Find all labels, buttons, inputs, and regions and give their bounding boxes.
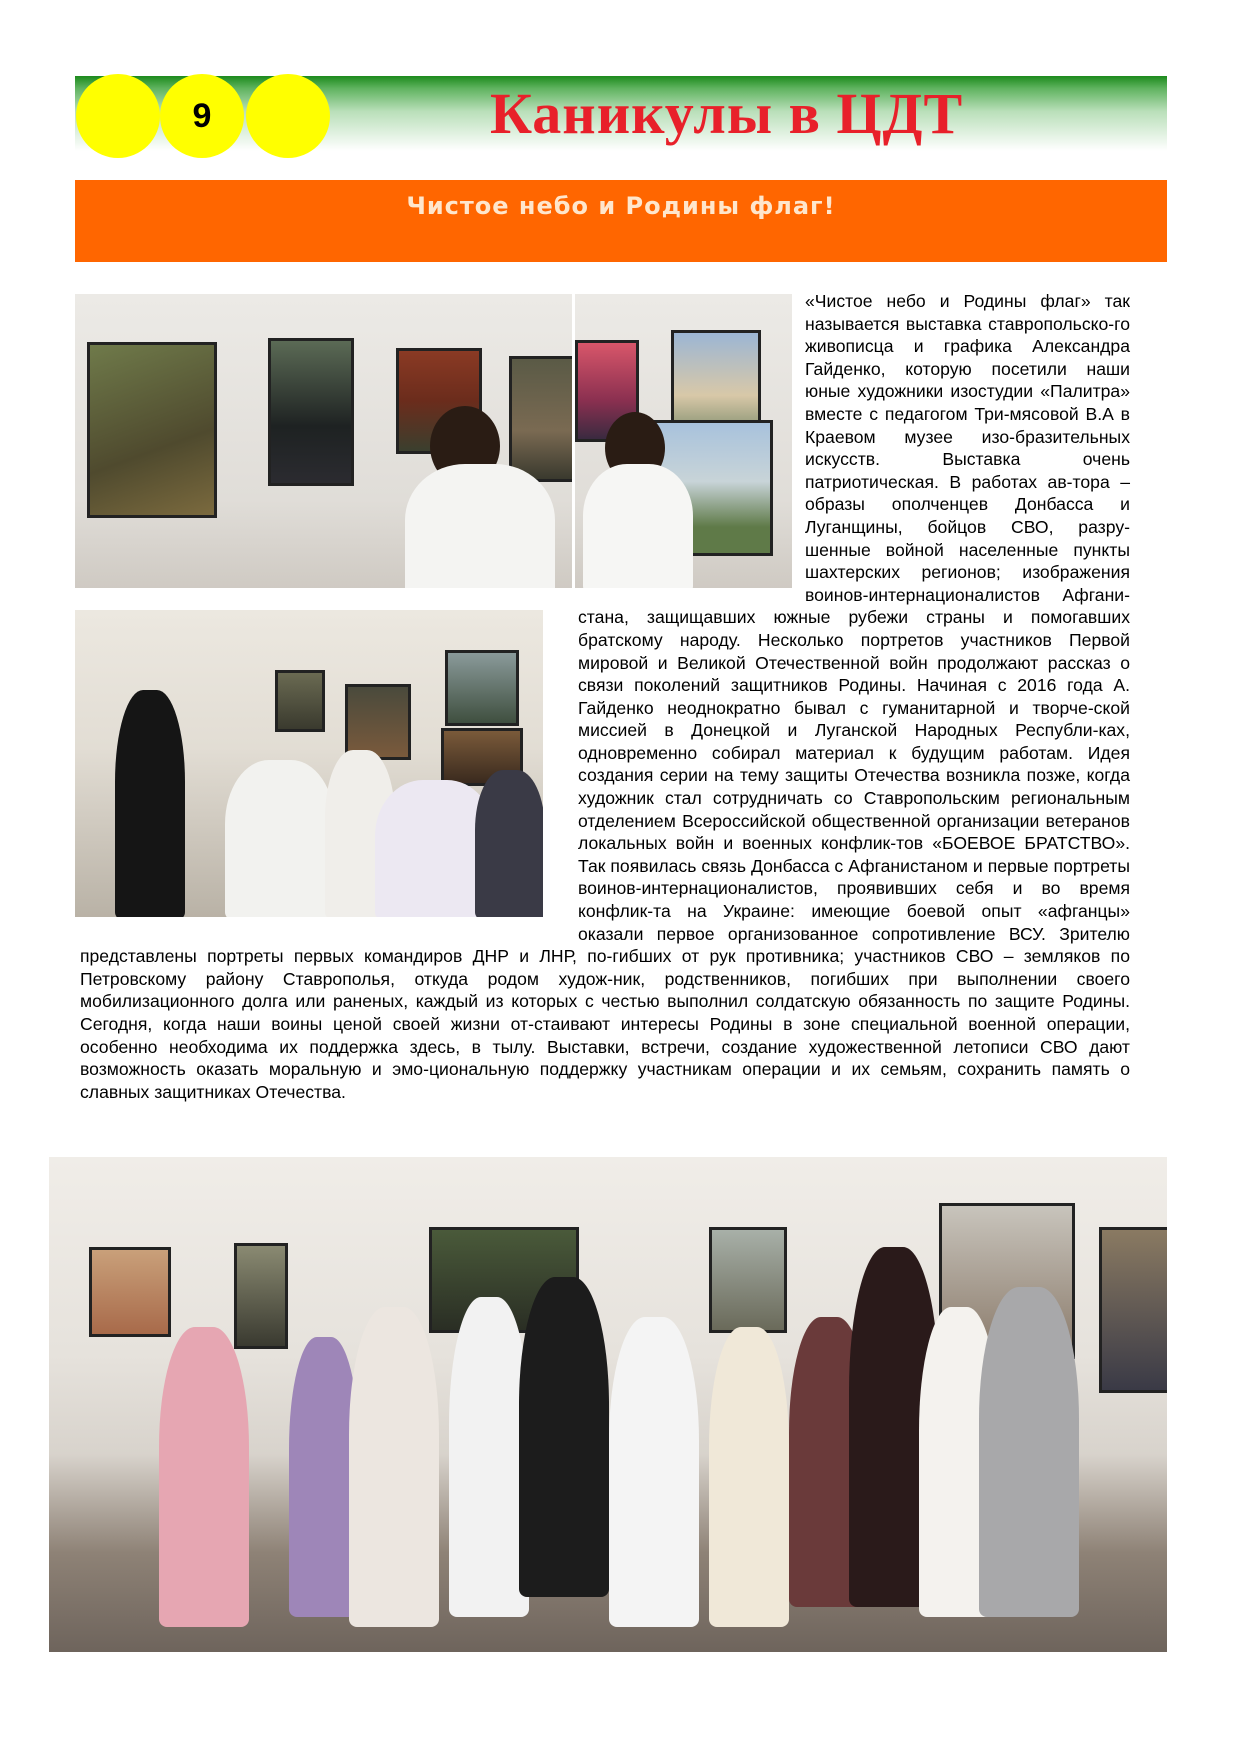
child-figure — [349, 1307, 439, 1627]
yellow-circle-right — [246, 74, 330, 158]
child-figure — [979, 1287, 1079, 1617]
adult-figure — [519, 1277, 609, 1597]
painting — [709, 1227, 787, 1333]
section-title: Чистое небо и Родины флаг! — [406, 192, 836, 220]
article-text: «Чистое небо и Родины флаг» так называется выставка ставропольско-го живописца и графика Александра Гайденко, которую посетили наши юные художники изостудии «Палитра» вместе с педагогом Три-мясовой В.А в Краевом музее изо-бразительных искусств. Выставка очень патриотическая. В работах ав-тора – образы ополченцев Донбасса и Луганщины, бойцов СВО, разру-шенные войной населенные пункты шахтерских регионов; изображения воинов-интернационалистов Афгани-стана, защищавших южные рубежи страны и помогавших братскому народу. Несколько портретов участников Первой мировой и Великой Отечественной войн продолжают рассказ о связи поколений защитников Родины. Начиная с 2016 года А. Гайденко неоднократно бывал с гуманитарной и творче-ской миссией в Донецкой и Луганской Народных Республи-ках, одновременно собирал материал к будущим работам. Идея создания серии на тему защиты Отечества возникла позже, когда художник стал сотрудничать со Ставропольским региональным отделением Всероссийской общественной организации ветеранов локальных войн и военных конфлик-тов «БОЕВОЕ БРАТСТВО». Так появилась связь Донбасса с Афганистаном и первые портреты воинов-интернационалистов, проявивших себя и во время конфлик-та на Украине: имеющие боевой опыт «афганцы» оказали первое организованное сопротивление ВСУ. Зрителю представлены портреты первых командиров ДНР и ЛНР, по-гибших от рук противника; участников СВО – земляков по Петровскому району Ставрополья, откуда родом худож-ник, родственников, погибших при выполнении своего мобилизационного долга или раненых, каждый из которых с честью выполнил солдатскую обязанность по защите Родины. Сегодня, когда наши воины ценой своей жизни от-стаивают интересы Родины в зоне специальной военной операции, особенно необходима их поддержка здесь, в тылу. Выставки, встречи, создание художественной летописи СВО дают возможность оказать моральную и эмо-циональную поддержку участникам операции и их семьям, сохранить память о славных защитниках Отечества. — [80, 291, 1130, 1102]
child-figure — [609, 1317, 699, 1627]
photo-group-portrait — [49, 1157, 1167, 1652]
child-figure — [709, 1327, 789, 1627]
painting — [89, 1247, 171, 1337]
page-title: Каникулы в ЦДТ — [490, 81, 964, 146]
painting — [1099, 1227, 1167, 1393]
article-body — [80, 290, 1130, 1103]
section-banner — [75, 180, 1167, 262]
yellow-circle-left — [76, 74, 160, 158]
page-number: 9 — [160, 74, 244, 158]
painting — [234, 1243, 288, 1349]
child-figure — [159, 1327, 249, 1627]
child-figure — [449, 1297, 529, 1617]
